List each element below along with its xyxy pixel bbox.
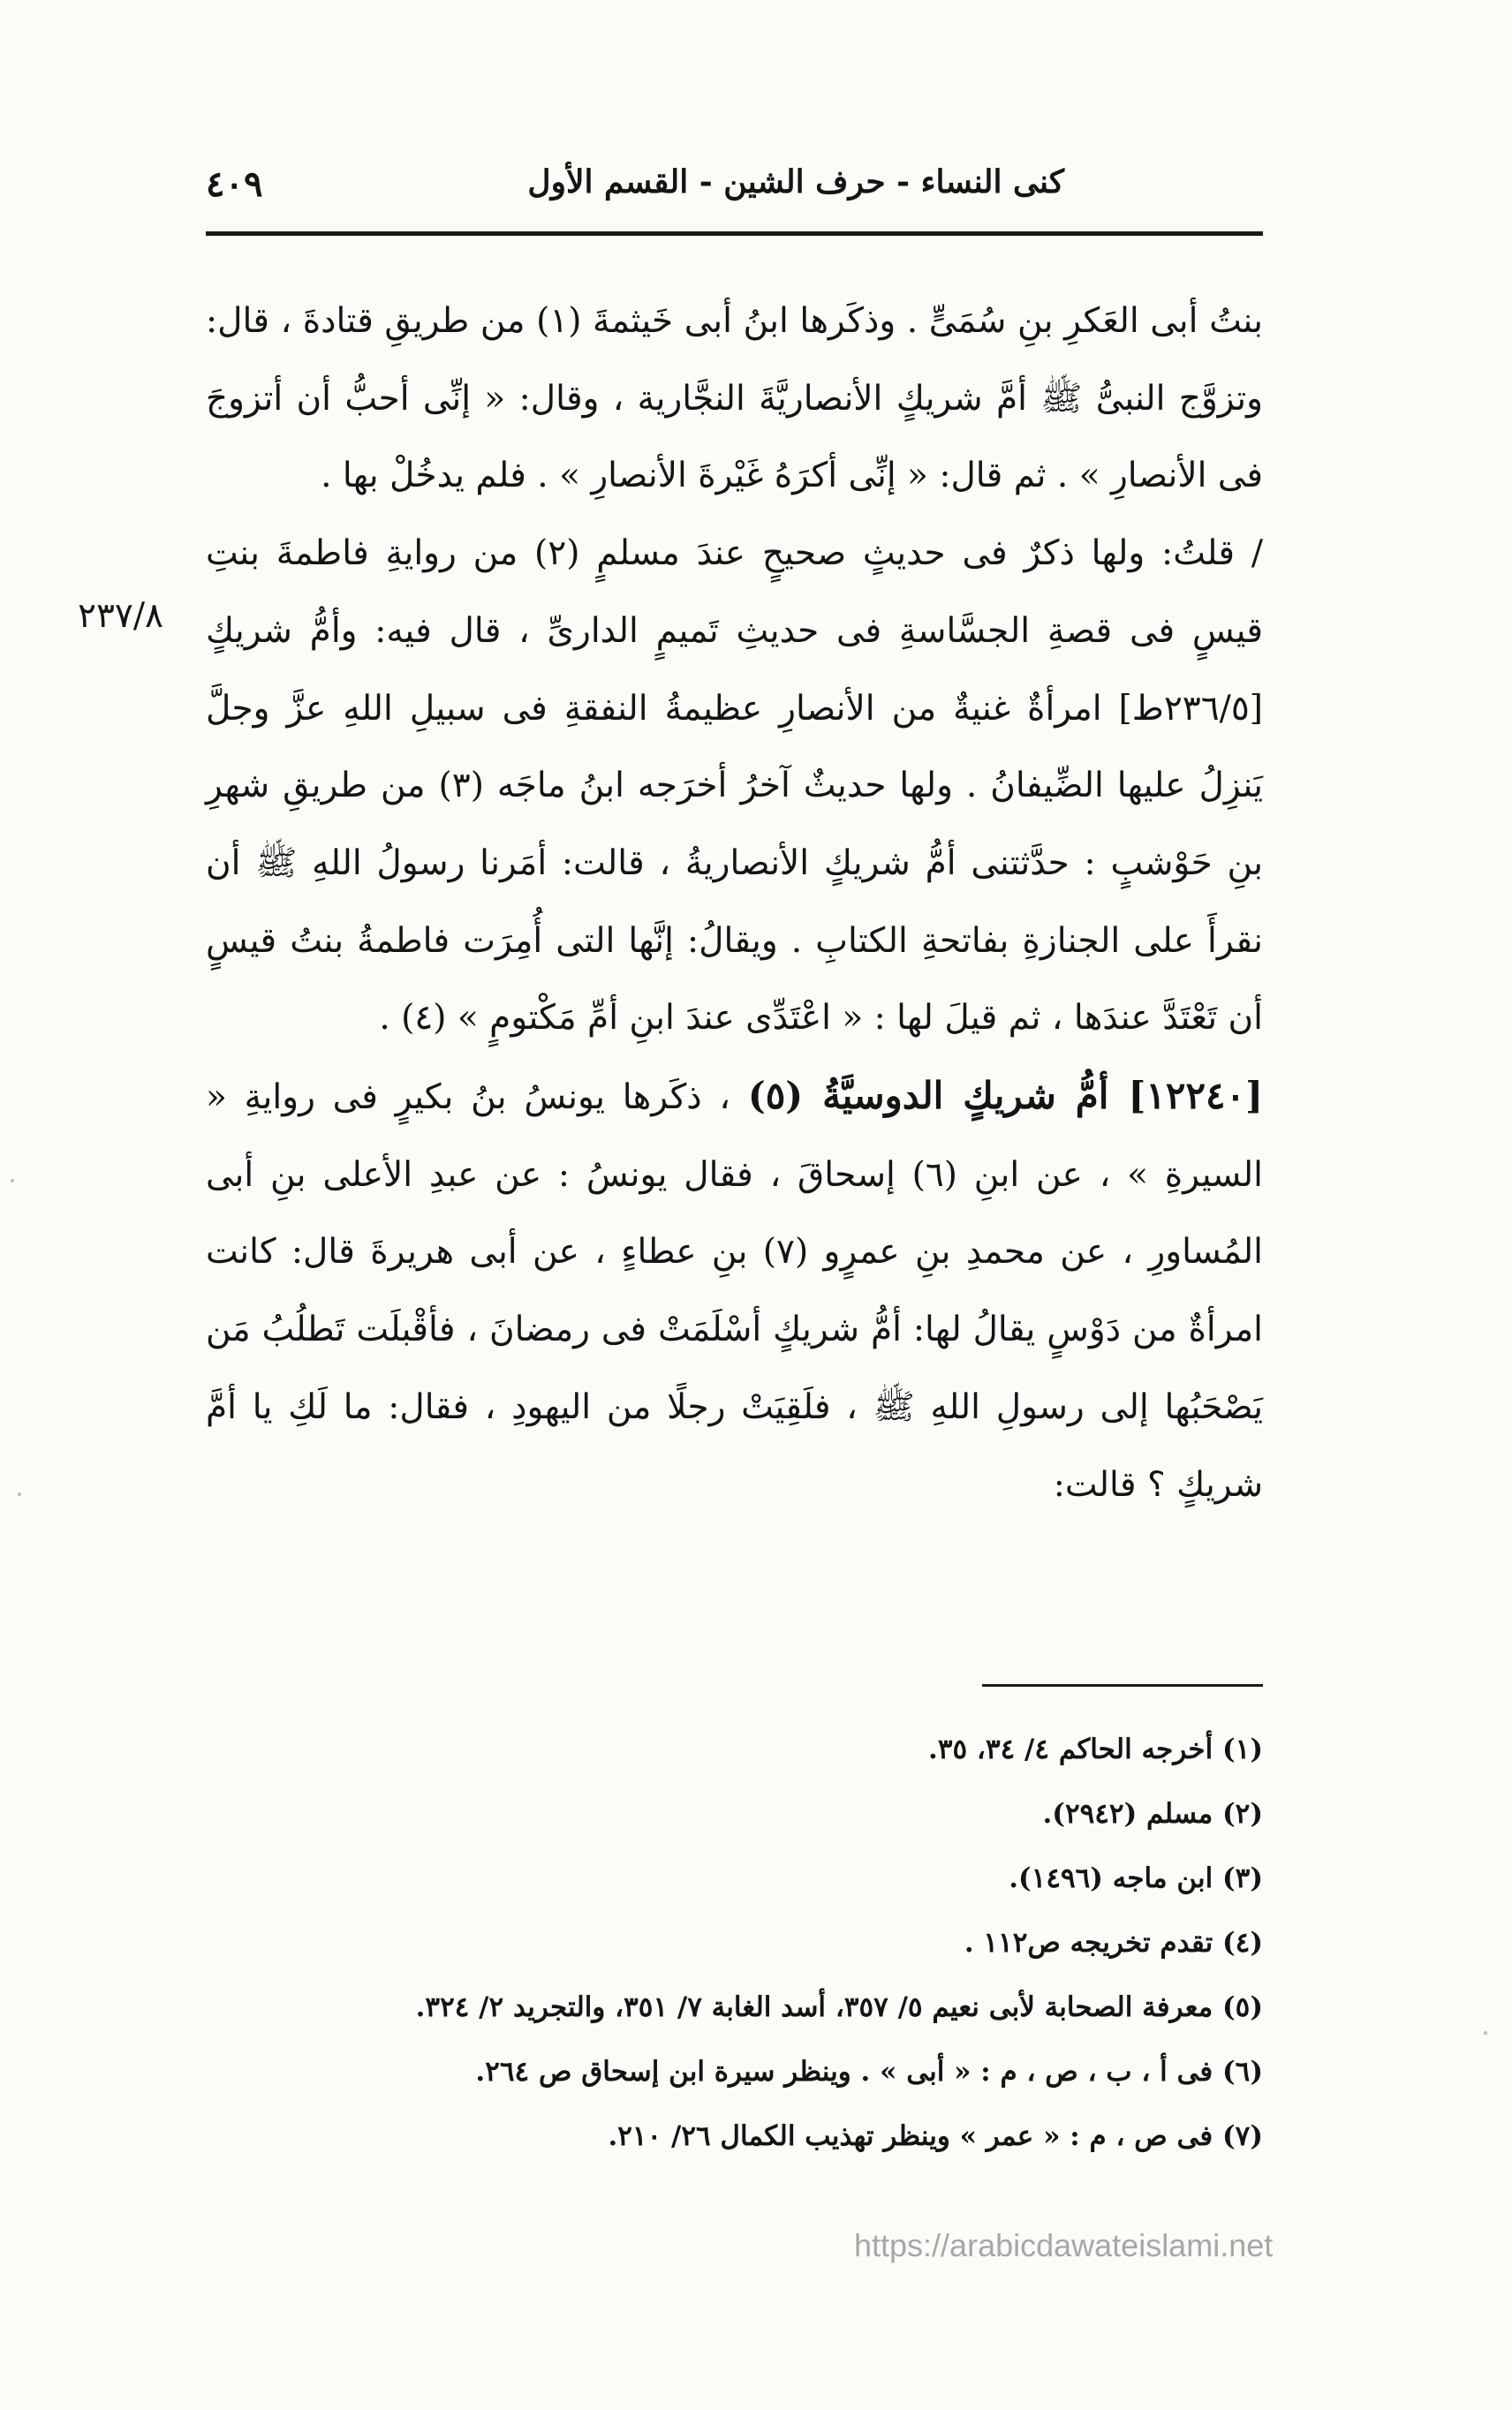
margin-reference: ٢٣٧/٨ [78,596,163,636]
page-header [206,163,1263,216]
scan-speck [11,1179,14,1182]
scan-speck [18,1492,21,1496]
page-number: ٤٠٩ [206,163,263,205]
footnote-3: (٣) ابن ماجه (١٤٩٦). [1009,1862,1263,1894]
entry-heading: [١٢٢٤٠] أمُّ شريكٍ الدوسيَّةُ (٥) [747,1074,1263,1118]
header-rule [206,231,1263,236]
footnotes [206,1718,1263,2169]
paragraph-2: / قلتُ: ولها ذكرٌ فى حديثٍ صحيحٍ عندَ مسلمٍ (٢) من روايةِ فاطمةَ بنتِ قيسٍ فى قصةِ الجسَّاسةِ فى حديثِ تَميمٍ الدارىِّ ، قال فيه: وأمُّ شريكٍ [٢٣٦/٥ط] امرأةٌ غنيةٌ من الأنصارِ عظيمةُ النفقةِ فى سبيلِ اللهِ عزَّ وجلَّ يَنزِلُ عليها الضِّيفانُ . ولها حديثٌ آخرُ أخرَجه ابنُ ماجَه (٣) من طريقِ شهرِ بنِ حَوْشبٍ : حدَّثتنى أمُّ شريكٍ الأنصاريةُ ، قالت: أمَرنا رسولُ اللهِ ﷺ أن نقرأَ على الجنازةِ بفاتحةِ الكتابِ . ويقالُ: إنَّها التى أُمِرَت فاطمةُ بنتُ قيسٍ أن تَعْتَدَّ عندَها ، ثم قيلَ لها : « اعْتَدِّى عندَ ابنِ أمِّ مَكْتومٍ » (٤) . [206,533,1263,1039]
main-text [206,283,1263,1523]
scan-speck [1484,2031,1487,2035]
footnote-4: (٤) تقدم تخريجه ص١١٢ . [964,1927,1263,1959]
footnote-7: (٧) فى ص ، م : « عمر » وينظر تهذيب الكمال ٢٦/ ٢١٠. [608,2120,1263,2152]
footnote-6: (٦) فى أ ، ب ، ص ، م : « أبى » . وينظر سيرة ابن إسحاق ص ٢٦٤. [475,2056,1263,2088]
footnote-1: (١) أخرجه الحاكم ٤/ ٣٤، ٣٥. [928,1734,1263,1765]
footnote-2: (٢) مسلم (٢٩٤٢). [1042,1798,1263,1830]
footnote-rule [982,1684,1263,1687]
footnote-5: (٥) معرفة الصحابة لأبى نعيم ٥/ ٣٥٧، أسد الغابة ٧/ ٣٥١، والتجريد ٢/ ٣٢٤. [415,1991,1263,2023]
running-title: كنى النساء - حرف الشين - القسم الأول [527,163,1064,200]
paragraph-1: بنتُ أبى العَكرِ بنِ سُمَىٍّ . وذكَرها ابنُ أبى خَيثمةَ (١) من طريقِ قتادةَ ، قال: وتزوَّج النبىُّ ﷺ أمَّ شريكٍ الأنصاريَّةَ النجَّارية ، وقال: « إنِّى أحبُّ أن أتزوجَ فى الأنصارِ » . ثم قال: « إنِّى أكرَهُ غَيْرةَ الأنصارِ » . فلم يدخُلْ بها . [206,301,1263,496]
paragraph-3 [206,1057,1263,1523]
watermark-url: https://arabicdawateislami.net [854,2227,1274,2263]
entry-text: ، ذكَرها يونسُ بنُ بكيرٍ فى روايةِ « السيرةِ » ، عن ابنِ (٦) إسحاقَ ، فقال يونسُ : عن عبدِ الأعلى بنِ أبى المُساورِ ، عن محمدِ بنِ عمرٍو (٧) بنِ عطاءٍ ، عن أبى هريرةَ قال: كانت امرأةٌ من دَوْسٍ يقالُ لها: أمُّ شريكٍ أسْلَمَتْ فى رمضانَ ، فأقْبلَت تَطلُبُ مَن يَصْحَبُها إلى رسولِ اللهِ ﷺ ، فلَقِيَتْ رجلًا من اليهودِ ، فقال: ما لَكِ يا أمَّ شريكٍ ؟ قالت: [206,1077,1264,1505]
